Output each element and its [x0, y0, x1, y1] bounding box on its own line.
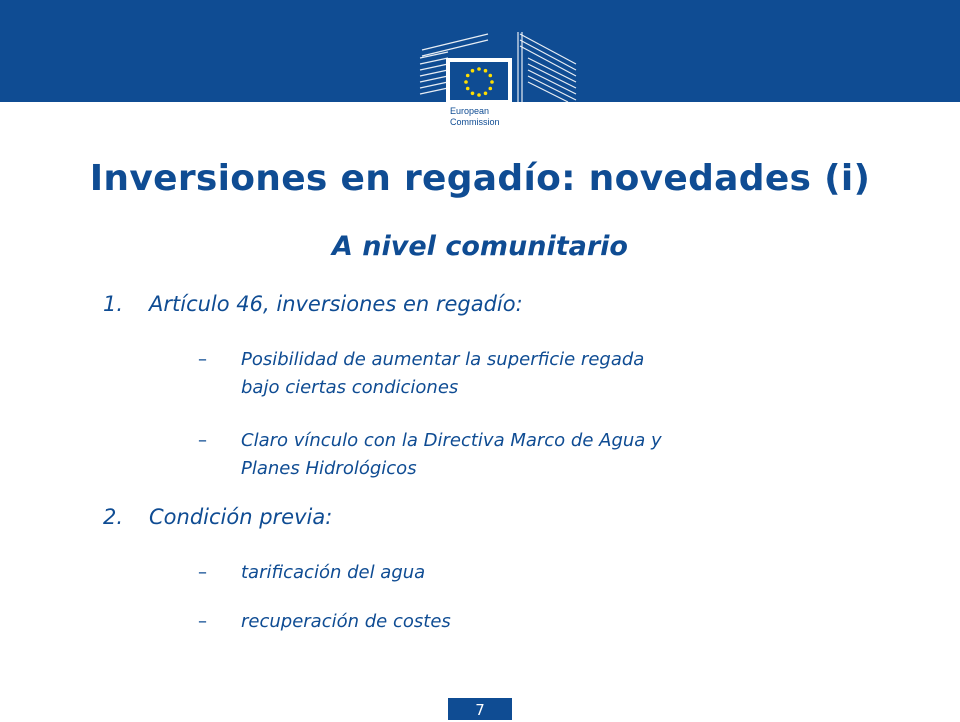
- logo-text-line1: European: [450, 106, 490, 116]
- page-subtitle: A nivel comunitario: [332, 231, 628, 262]
- list-item-text: Condición previa:: [149, 505, 333, 529]
- sub-item-line2: bajo ciertas condiciones: [241, 377, 459, 398]
- sub-item-line1: Posibilidad de aumentar la superficie regada: [241, 349, 645, 370]
- list-item-1: [103, 292, 523, 316]
- sub-item-2-1: [198, 559, 838, 587]
- sub-item-1-1: [198, 346, 838, 402]
- page-title: Inversiones en regadío: novedades (i): [89, 158, 871, 199]
- page-number: 7: [448, 698, 512, 720]
- dash-bullet: –: [198, 430, 207, 451]
- sub-item-1-2: [198, 427, 838, 483]
- sub-item-line1: recuperación de costes: [241, 611, 451, 632]
- list-item-number: 1.: [103, 292, 124, 316]
- sub-item-line1: tarificación del agua: [241, 562, 426, 583]
- european-commission-logo: [418, 30, 580, 136]
- sub-item-line1: Claro vínculo con la Directiva Marco de Agua y: [241, 430, 662, 451]
- dash-bullet: –: [198, 349, 207, 370]
- sub-item-2-2: [198, 608, 838, 636]
- list-item-2: [103, 505, 332, 529]
- logo-text-line2: Commission: [450, 117, 500, 127]
- sub-item-line2: Planes Hidrológicos: [241, 458, 417, 479]
- dash-bullet: –: [198, 562, 207, 583]
- logo-graphic: [418, 30, 580, 136]
- dash-bullet: –: [198, 611, 207, 632]
- list-item-number: 2.: [103, 505, 124, 529]
- list-item-text: Artículo 46, inversiones en regadío:: [149, 292, 523, 316]
